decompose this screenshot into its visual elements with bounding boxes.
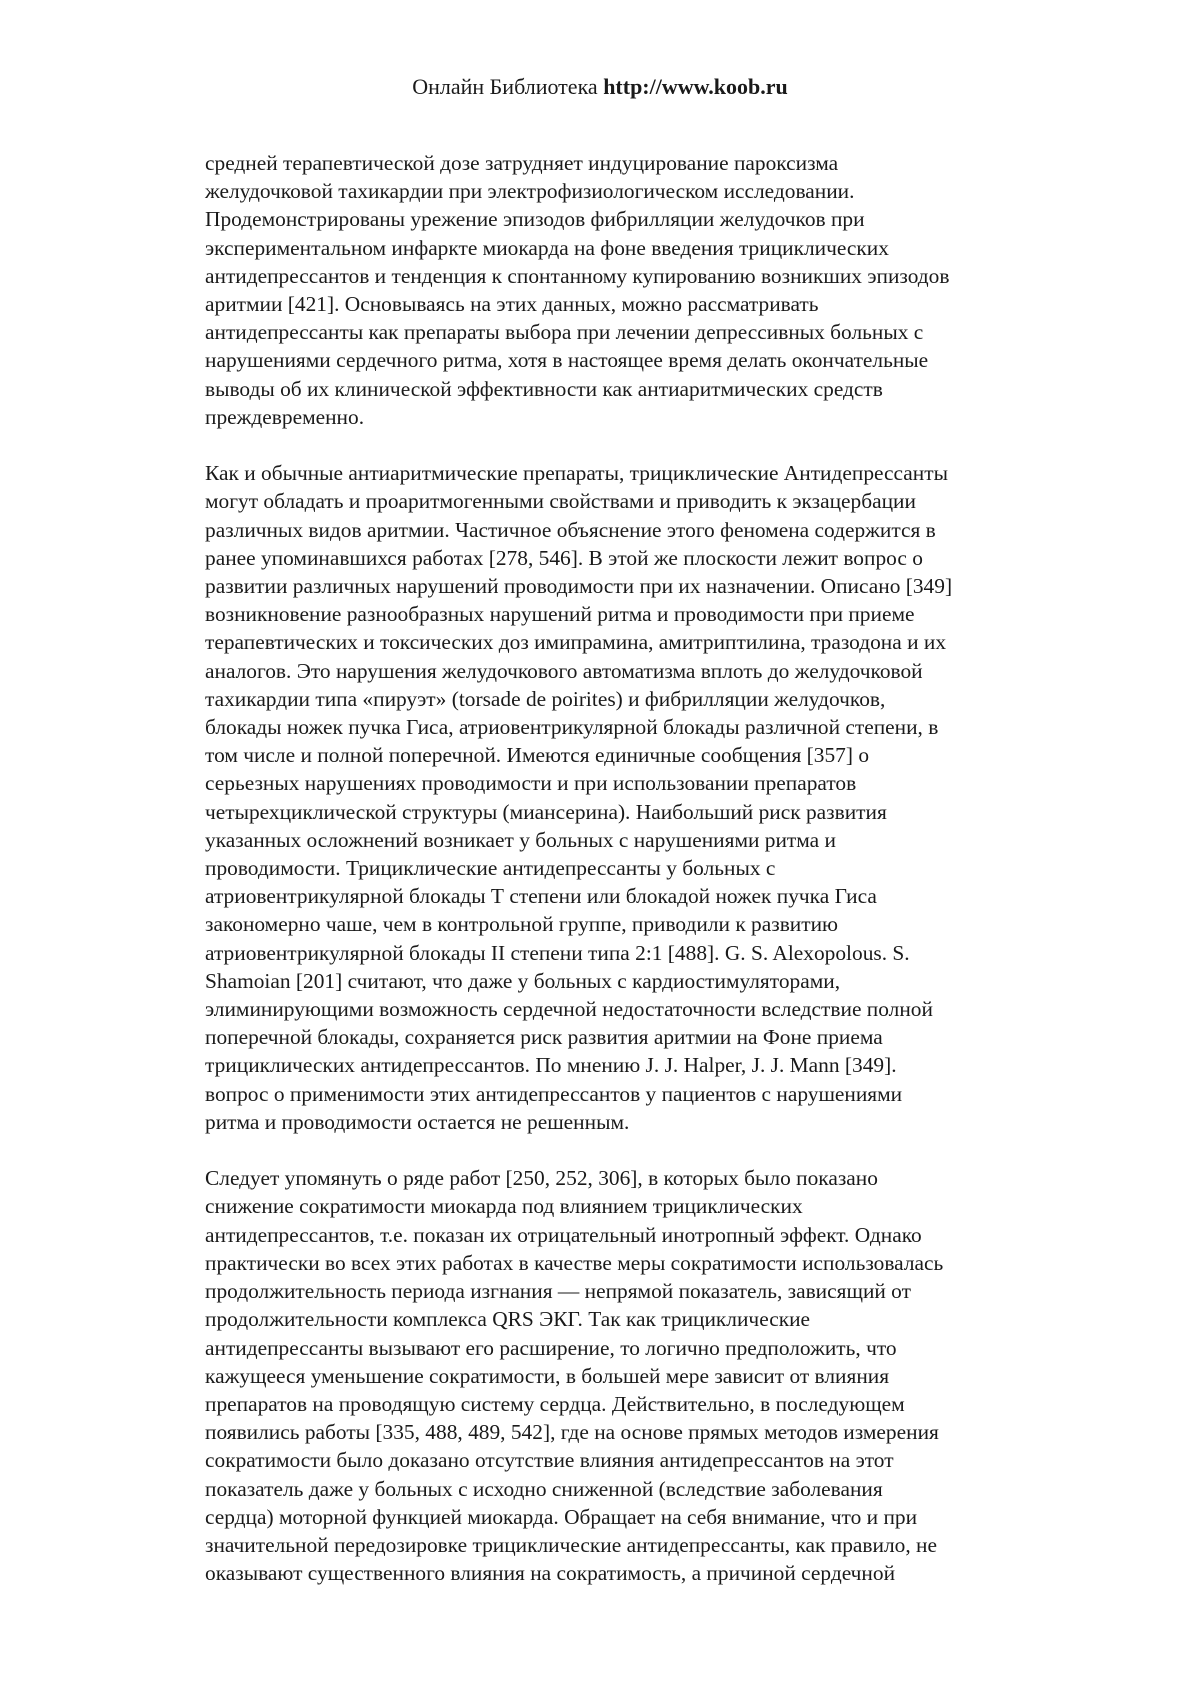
text-line: сердца) моторной функцией миокарда. Обращает на себя внимание, что и при <box>205 1504 918 1529</box>
text-line: проводимости. Трициклические антидепрессанты у больных с <box>205 856 776 881</box>
text-line: различных видов аритмии. Частичное объяснение этого феномена содержится в <box>205 517 936 542</box>
text-line: практически во всех этих работах в качестве меры сократимости использовалась <box>205 1250 944 1275</box>
text-line: атриовентрикулярной блокады Т степени или блокадой ножек пучка Гиса <box>205 884 877 909</box>
text-line: показатель даже у больных с исходно сниженной (вследствие заболевания <box>205 1476 883 1501</box>
text-line: терапевтических и токсических доз имипрамина, амитриптилина, тразодона и их <box>205 630 947 655</box>
text-line: антидепрессантов и тенденция к спонтанному купированию возникших эпизодов <box>205 263 950 288</box>
text-line: нарушениями сердечного ритма, хотя в настоящее время делать окончательные <box>205 348 929 373</box>
text-line: Shamoian [201] считают, что даже у больных с кардиостимуляторами, <box>205 968 841 993</box>
text-line: значительной передозировке трициклические антидепрессанты, как правило, не <box>205 1532 937 1557</box>
text-line: продолжительности комплекса QRS ЭКГ. Так как трициклические <box>205 1307 811 1332</box>
text-line: элиминирующими возможность сердечной недостаточности вследствие полной <box>205 997 933 1022</box>
text-line: Следует упомянуть о ряде работ [250, 252, 306], в которых было показано <box>205 1166 878 1191</box>
text-line: указанных осложнений возникает у больных с нарушениями ритма и <box>205 827 836 852</box>
text-line: ранее упоминавшихся работах [278, 546]. В этой же плоскости лежит вопрос о <box>205 545 923 570</box>
text-line: Продемонстрированы урежение эпизодов фибрилляции желудочков при <box>205 207 865 232</box>
text-line: тахикардии типа «пируэт» (torsade de poirites) и фибрилляции желудочков, <box>205 686 886 711</box>
text-line: возникновение разнообразных нарушений ритма и проводимости при приеме <box>205 602 915 627</box>
text-line: появились работы [335, 488, 489, 542], где на основе прямых методов измерения <box>205 1420 939 1445</box>
paragraph <box>205 149 1085 431</box>
text-line: том числе и полной поперечной. Имеются единичные сообщения [357] о <box>205 743 870 768</box>
document-body <box>205 149 1085 1616</box>
text-line: аритмии [421]. Основываясь на этих данных, можно рассматривать <box>205 292 819 317</box>
text-line: поперечной блокады, сохраняется риск развития аритмии на Фоне приема <box>205 1025 883 1050</box>
header-url[interactable]: http://www.koob.ru <box>603 74 788 99</box>
text-line: сократимости было доказано отсутствие влияния антидепрессантов на этот <box>205 1448 894 1473</box>
text-line: развитии различных нарушений проводимости при их назначении. Описано [349] <box>205 574 953 599</box>
text-line: Как и обычные антиаритмические препараты, трициклические Антидепрессанты <box>205 461 948 486</box>
text-line: препаратов на проводящую систему сердца. Действительно, в последующем <box>205 1391 905 1416</box>
text-line: средней терапевтической дозе затрудняет индуцирование пароксизма <box>205 151 839 175</box>
text-line: кажущееся уменьшение сократимости, в большей мере зависит от влияния <box>205 1363 890 1388</box>
text-line: антидепрессанты как препараты выбора при лечении депрессивных больных с <box>205 320 924 345</box>
text-line: серьезных нарушениях проводимости и при использовании препаратов <box>205 771 857 796</box>
text-line: блокады ножек пучка Гиса, атриовентрикулярной блокады различной степени, в <box>205 715 939 740</box>
text-line: оказывают существенного влияния на сократимость, а причиной сердечной <box>205 1561 896 1586</box>
paragraph <box>205 1164 1085 1587</box>
text-line: преждевременно. <box>205 404 365 429</box>
text-line: продолжительность периода изгнания — непрямой показатель, зависящий от <box>205 1279 911 1304</box>
text-line: атриовентрикулярной блокады II степени типа 2:1 [488]. G. S. Alexopolous. S. <box>205 940 910 965</box>
paragraph <box>205 459 1085 1136</box>
text-line: закономерно чаше, чем в контрольной группе, приводили к развитию <box>205 912 839 937</box>
text-line: трициклических антидепрессантов. По мнению J. J. Halper, J. J. Mann [349]. <box>205 1053 897 1078</box>
text-line: четырехциклической структуры (миансерина). Наибольший риск развития <box>205 799 887 824</box>
text-line: вопрос о применимости этих антидепрессантов у пациентов с нарушениями <box>205 1081 903 1106</box>
text-line: выводы об их клинической эффективности как антиаритмических средств <box>205 376 883 401</box>
header-label: Онлайн Библиотека <box>412 74 598 99</box>
page-header <box>0 72 1200 102</box>
text-line: ритма и проводимости остается не решенным. <box>205 1109 630 1134</box>
text-line: экспериментальном инфаркте миокарда на фоне введения трициклических <box>205 235 889 260</box>
text-line: могут обладать и проаритмогенными свойствами и приводить к экзацербации <box>205 489 916 514</box>
text-line: антидепрессантов, т.е. показан их отрицательный инотропный эффект. Однако <box>205 1222 922 1247</box>
text-line: желудочковой тахикардии при электрофизиологическом исследовании. <box>205 179 855 204</box>
text-line: антидепрессанты вызывают его расширение, то логично предположить, что <box>205 1335 897 1360</box>
text-line: аналогов. Это нарушения желудочкового автоматизма вплоть до желудочковой <box>205 658 923 683</box>
text-line: снижение сократимости миокарда под влиянием трициклических <box>205 1194 803 1219</box>
